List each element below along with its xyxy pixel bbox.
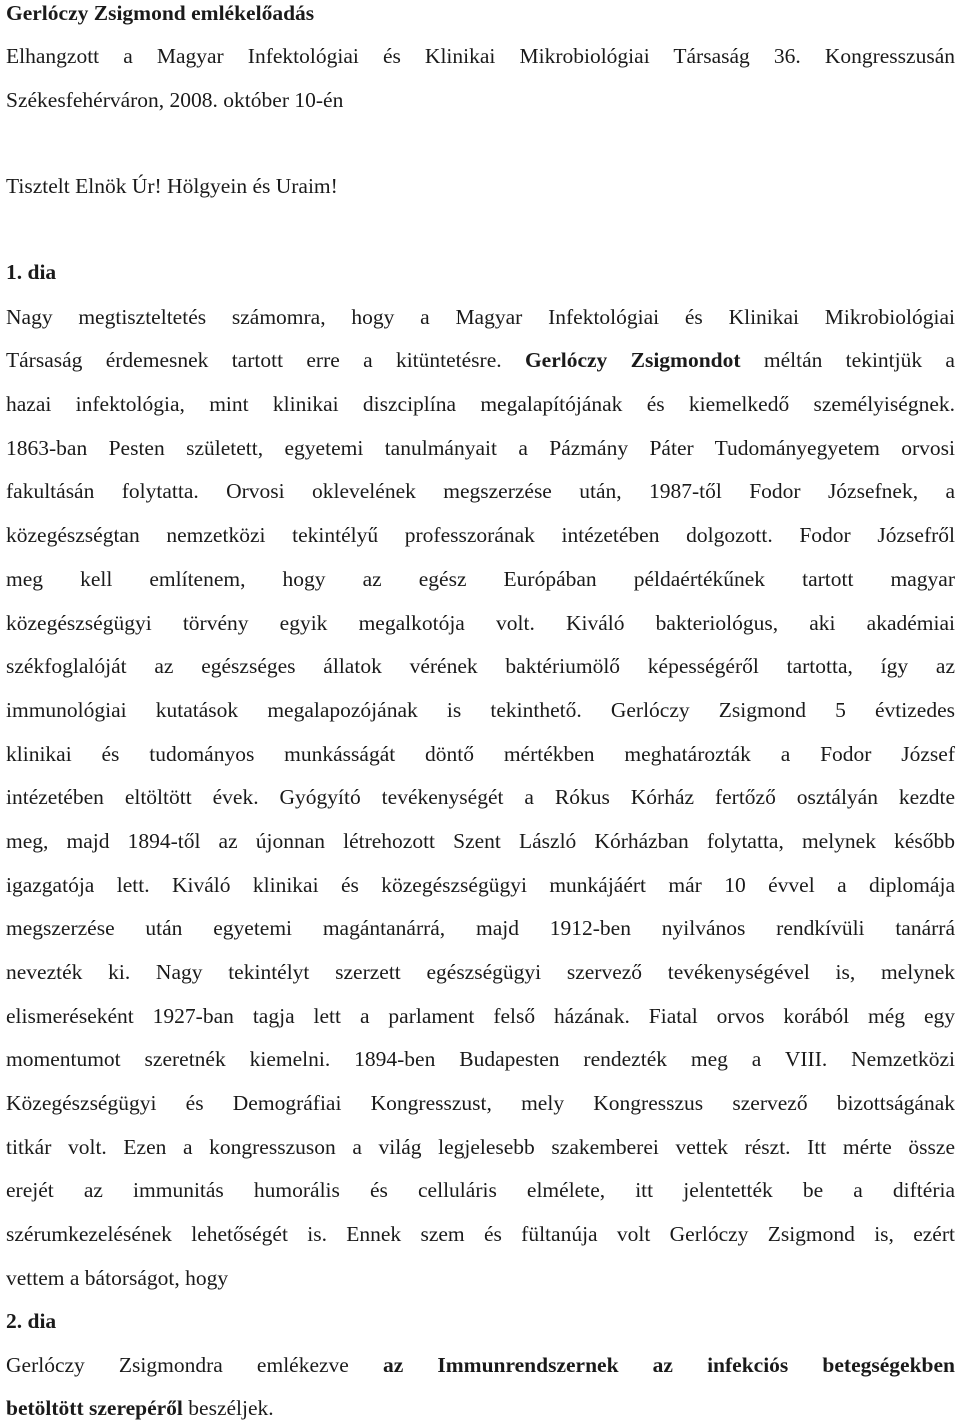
- body-line: hazai infektológia, mint klinikai diszciplína megalapítójának és kiemelkedő személyiségnek.: [6, 392, 955, 416]
- body-line: elismeréseként 1927-ban tagja lett a parlament felső házának. Fiatal orvos korából még egy: [6, 1004, 955, 1028]
- body-line-mixed: [6, 1393, 274, 1423]
- body-line: székfoglalóját az egészséges állatok vérének baktériumölő képességéről tartotta, így az: [6, 654, 955, 678]
- body-line-mixed: [6, 1350, 955, 1380]
- body-line: közegészségügyi törvény egyik megalkotója volt. Kiváló bakteriológus, aki akadémiai: [6, 611, 955, 635]
- body-line: 1863-ban Pesten született, egyetemi tanulmányait a Pázmány Páter Tudományegyetem orvosi: [6, 436, 955, 460]
- body-line: immunológiai kutatások megalapozójának is tekinthető. Gerlóczy Zsigmond 5 évtizedes: [6, 698, 955, 722]
- body-line: igazgatója lett. Kiváló klinikai és közegészségügyi munkájáért már 10 évvel a diplomája: [6, 873, 955, 897]
- document-title: Gerlóczy Zsigmond emlékelőadás: [6, 1, 315, 25]
- slide-1-heading: 1. dia: [6, 260, 57, 284]
- emphasis-topic: az Immunrendszernek az infekciós betegségekben: [382, 1353, 955, 1377]
- body-line: nevezték ki. Nagy tekintélyt szerzett egészségügyi szervező tevékenységével is, melynek: [6, 960, 955, 984]
- body-text: beszéljek.: [182, 1396, 274, 1420]
- body-line: Közegészségügyi és Demográfiai Kongresszust, mely Kongresszus szervező bizottságának: [6, 1091, 955, 1115]
- body-line: meg kell említenem, hogy az egész Európában példaértékűnek tartott magyar: [6, 567, 955, 591]
- body-line: momentumot szeretnék kiemelni. 1894-ben Budapesten rendezték meg a VIII. Nemzetközi: [6, 1047, 955, 1071]
- body-line: vettem a bátorságot, hogy: [6, 1266, 229, 1290]
- body-line: erejét az immunitás humorális és celluláris elmélete, itt jelentették be a diftéria: [6, 1178, 955, 1202]
- body-line: klinikai és tudományos munkásságát döntő mértékben meghatározták a Fodor József: [6, 742, 955, 766]
- slide-2-heading: 2. dia: [6, 1309, 57, 1333]
- emphasis-topic: betöltött szerepéről: [6, 1396, 183, 1420]
- body-line: titkár volt. Ezen a kongresszuson a világ legjelesebb szakemberei vettek részt. Itt mérte össze: [6, 1135, 955, 1159]
- body-text: Társaság érdemesnek tartott erre a kitüntetésre.: [6, 348, 525, 372]
- body-text: Gerlóczy Zsigmondra emlékezve: [6, 1353, 383, 1377]
- body-line: meg, majd 1894-től az újonnan létrehozott Szent László Kórházban folytatta, melynek később: [6, 829, 955, 853]
- body-line: Nagy megtiszteltetés számomra, hogy a Magyar Infektológiai és Klinikai Mikrobiológiai: [6, 305, 955, 329]
- body-text: méltán tekintjük a: [740, 348, 955, 372]
- body-line-mixed: [6, 345, 955, 375]
- body-line: szérumkezelésének lehetőségét is. Ennek szem és fültanúja volt Gerlóczy Zsigmond is, ezért: [6, 1222, 955, 1246]
- subtitle-line: Székesfehérváron, 2008. október 10-én: [6, 88, 344, 112]
- body-line: fakultásán folytatta. Orvosi oklevelének megszerzése után, 1987-től Fodor Józsefnek, a: [6, 479, 955, 503]
- emphasis-name: Gerlóczy Zsigmondot: [524, 348, 741, 372]
- body-line: intézetében eltöltött évek. Gyógyító tevékenységét a Rókus Kórház fertőző osztályán kezdte: [6, 785, 955, 809]
- subtitle-line: Elhangzott a Magyar Infektológiai és Klinikai Mikrobiológiai Társaság 36. Kongresszusán: [6, 44, 955, 68]
- body-line: közegészségtan nemzetközi tekintélyű professzorának intézetében dolgozott. Fodor Józsefről: [6, 523, 955, 547]
- body-line: megszerzése után egyetemi magántanárrá, majd 1912-ben nyilvános rendkívüli tanárrá: [6, 916, 955, 940]
- salutation: Tisztelt Elnök Úr! Hölgyein és Uraim!: [6, 174, 338, 198]
